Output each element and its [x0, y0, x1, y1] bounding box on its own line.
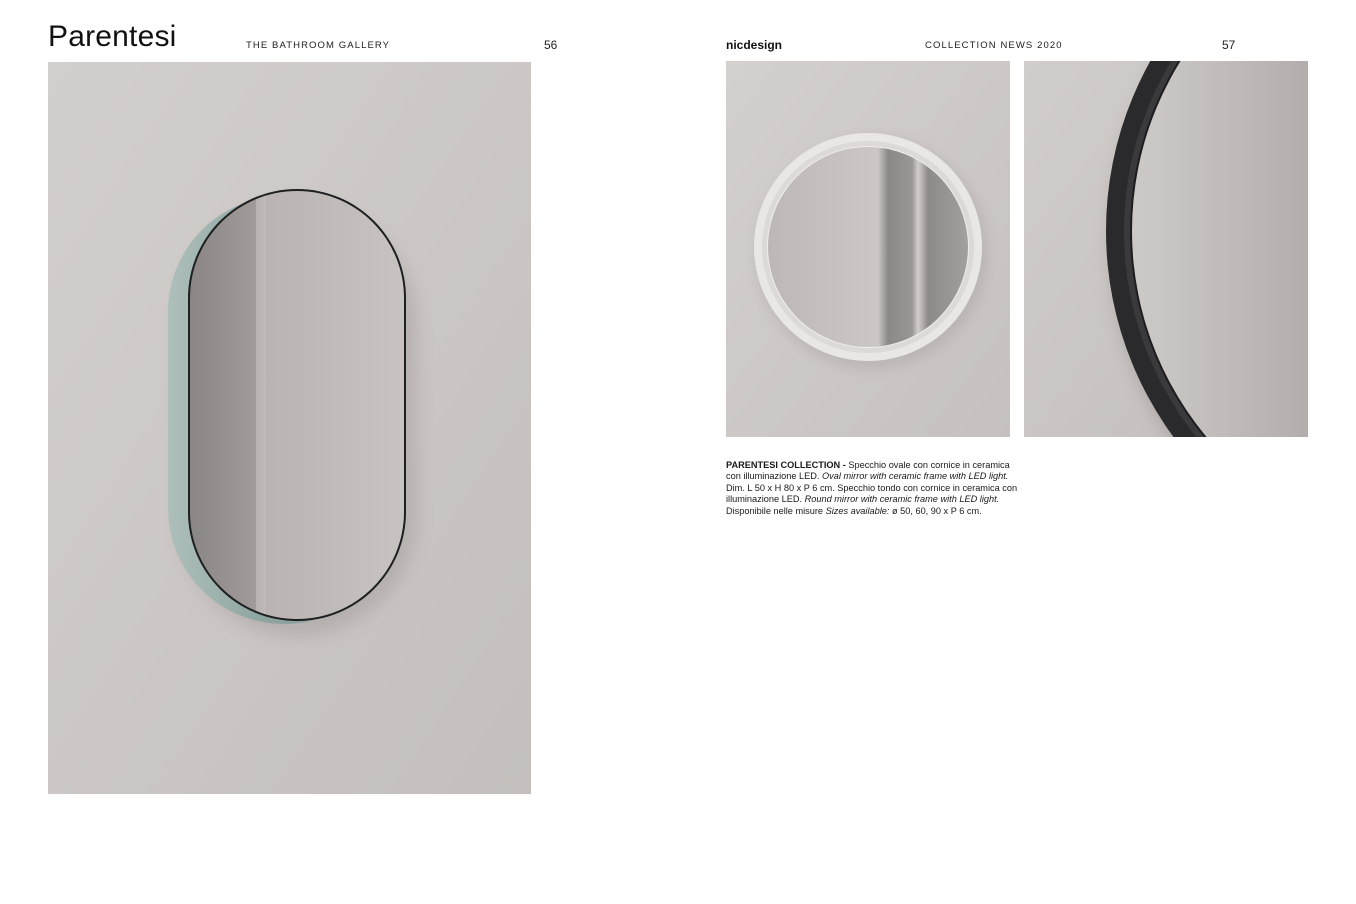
page-number-right: 57	[1222, 38, 1236, 52]
caption-dimensions: Dim. L 50 x H 80 x P 6 cm. Specchio tondo con cornice in ceramica con illuminazione LED.	[726, 482, 1018, 505]
round-mirror-black-detail-photo	[1024, 61, 1308, 437]
caption-english-1: Oval mirror with ceramic frame with LED light.	[822, 471, 1009, 482]
round-mirror-white-image	[726, 61, 1010, 437]
caption-italian-1: Specchio ovale con cornice in ceramica con illuminazione LED.	[726, 460, 1010, 482]
product-caption	[726, 460, 1026, 517]
running-header-left: THE BATHROOM GALLERY	[246, 40, 391, 51]
brand-name: nicdesign	[726, 38, 783, 52]
right-page	[678, 0, 1356, 904]
caption-italian-2: Disponibile nelle misure	[726, 505, 826, 516]
page-number-left: 56	[544, 38, 558, 52]
oval-mirror-image	[48, 62, 531, 794]
caption-english-2: Round mirror with ceramic frame with LED light.	[804, 494, 1000, 505]
caption-english-3: Sizes available:	[825, 505, 890, 516]
caption-heading: PARENTESI COLLECTION -	[726, 460, 849, 470]
round-mirror-white-photo	[726, 61, 1010, 437]
running-header-right: COLLECTION NEWS 2020	[925, 40, 1063, 51]
page-title: Parentesi	[48, 20, 177, 53]
caption-sizes: ø 50, 60, 90 x P 6 cm.	[889, 505, 982, 516]
oval-mirror-photo	[48, 62, 531, 794]
round-mirror-black-detail-image	[1024, 61, 1308, 437]
